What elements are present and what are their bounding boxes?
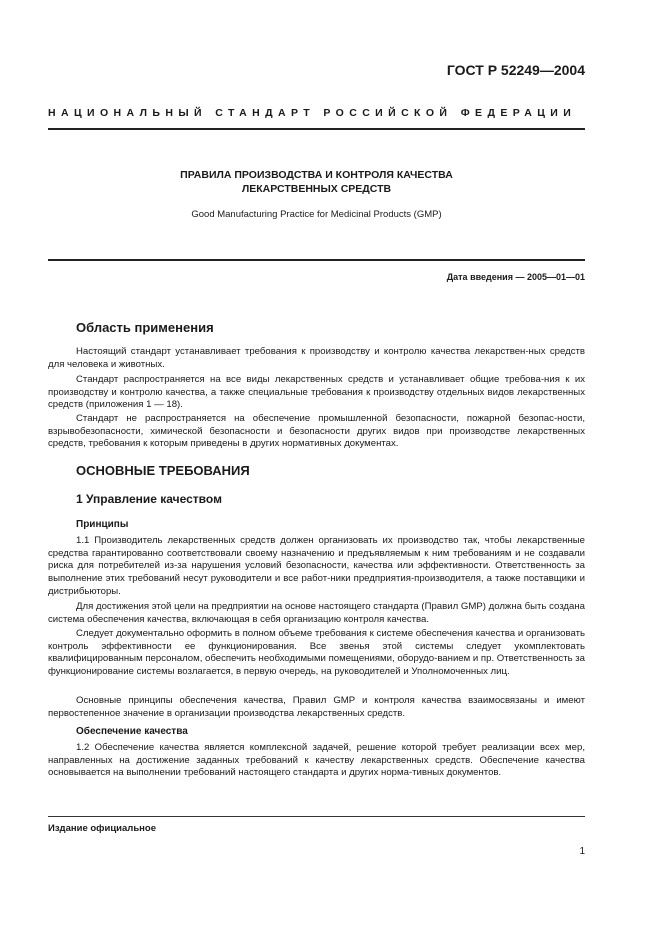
basic-requirements-heading: ОСНОВНЫЕ ТРЕБОВАНИЯ [76,463,250,478]
document-english-title: Good Manufacturing Practice for Medicinal Products (GMP) [191,209,442,220]
principles-paragraph-2: Для достижения этой цели на предприятии на основе настоящего стандарта (Правил GMP) должна быть создана система обеспечения качества, включающая в себя организацию контроля качества. [48,601,585,625]
quality-assurance-paragraph-1: 1.2 Обеспечение качества является комплексной задачей, решение которой требует реализации всех мер, направленных на достижение заданных требований к качеству лекарственных средств. Обеспечение качества основывается на выполнении требований настоящего стандарта и других норма-тивных документов. [48,742,585,779]
document-title-line1: ПРАВИЛА ПРОИЗВОДСТВА И КОНТРОЛЯ КАЧЕСТВА [180,169,453,181]
principles-paragraph-3: Следует документально оформить в полном объеме требования к системе обеспечения качества и организовать контроль эффективности ее функционирования. Все звенья этой системы следует укомплектовать квалифицированным персоналом, обеспечить необходимыми помещениями, оборудо-ванием и пр. Ответственность за функционирование системы возлагается, в первую очередь, на руководителей и Уполномоченных лиц. [48,628,585,678]
page-number: 1 [579,846,585,857]
principles-paragraph-4: Основные принципы обеспечения качества, Правил GMP и контроля качества взаимосвязаны и имеют первостепенное значение в организации производства лекарственных средств. [48,695,585,719]
national-standard-banner: НАЦИОНАЛЬНЫЙ СТАНДАРТ РОССИЙСКОЙ ФЕДЕРАЦИИ [48,107,577,119]
scope-paragraph-3: Стандарт не распространяется на обеспечение промышленной безопасности, пожарной безопас-ности, взрывобезопасности, химической безопасности и безопасности других видов при производстве лекарственных средств, требования к которым приведены в других нормативных документах. [48,413,585,450]
principles-heading: Принципы [76,519,129,530]
title-rule [48,259,585,261]
principles-paragraph-1: 1.1 Производитель лекарственных средств должен организовать их производство так, чтобы лекарственные средства гарантированно соответствовали своему назначению и предъявляемым к ним требованиям и не создавали риска для потребителей из-за нарушения условий безопасности, качества или эффективности. Ответственность за выполнение этих требований несут руководители и все работ-ники предприятия-производителя, а также поставщики и дистрибьюторы. [48,535,585,597]
scope-paragraph-1: Настоящий стандарт устанавливает требования к производству и контролю качества лекарствен-ных средств для человека и животных. [48,346,585,370]
introduction-date: Дата введения — 2005—01—01 [446,272,585,282]
quality-management-heading: 1 Управление качеством [76,492,222,506]
document-title [48,168,585,196]
top-rule [48,128,585,130]
official-edition-label: Издание официальное [48,823,156,834]
scope-paragraph-2: Стандарт распространяется на все виды лекарственных средств и устанавливает общие требова-ния к их производству и контролю качества, а также специальные требования к производству отдельных видов лекарственных средств (приложения 1 — 18). [48,374,585,411]
footer-rule [48,816,585,817]
document-title-line2: ЛЕКАРСТВЕННЫХ СРЕДСТВ [241,183,392,195]
quality-assurance-heading: Обеспечение качества [76,726,188,737]
scope-heading: Область применения [76,320,214,335]
gost-number: ГОСТ Р 52249—2004 [446,62,585,78]
